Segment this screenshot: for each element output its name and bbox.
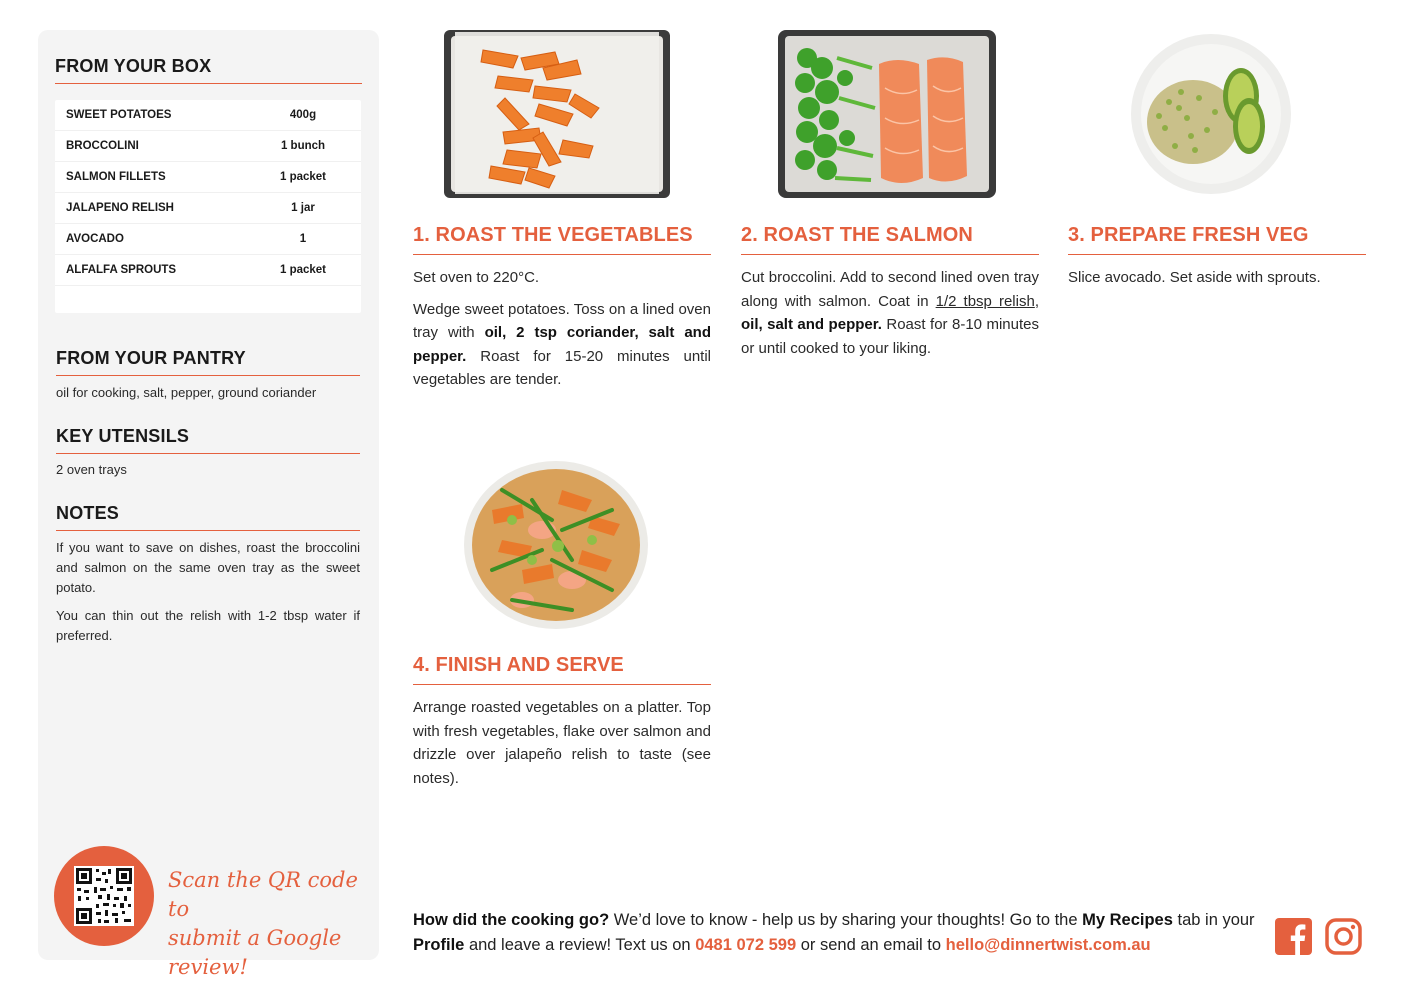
finish-serve-image [462, 460, 650, 630]
ingredient-qty: 1 packet [279, 264, 327, 276]
ingredient-name: SALMON FILLETS [66, 171, 166, 183]
key-utensils-heading: KEY UTENSILS [56, 426, 360, 454]
step-4-title: 4. FINISH AND SERVE [413, 654, 711, 685]
table-row [55, 224, 361, 255]
notes-heading: NOTES [56, 503, 360, 531]
qr-text-line-2: submit a Google review! [168, 926, 342, 979]
pantry-text: oil for cooking, salt, pepper, ground coriander [56, 385, 317, 400]
from-your-box-heading: FROM YOUR BOX [55, 56, 362, 84]
step-3-text [1068, 266, 1366, 298]
ingredient-qty: 1 packet [279, 171, 327, 183]
roast-salmon-image [777, 28, 997, 200]
table-row [55, 255, 361, 286]
notes-text-1: If you want to save on dishes, roast the broccolini and salmon on the same oven tray as the sweet potato. [56, 540, 360, 595]
qr-review-text [168, 866, 368, 982]
ingredient-qty: 1 [299, 233, 307, 245]
qr-text-line-1: Scan the QR code to [168, 868, 358, 921]
step-1-text [413, 266, 711, 400]
ingredient-qty: 1 jar [291, 202, 315, 214]
from-your-pantry-heading: FROM YOUR PANTRY [56, 348, 360, 376]
box-ingredients-table [55, 100, 361, 313]
step-3-title: 3. PREPARE FRESH VEG [1068, 224, 1366, 255]
qr-badge [54, 846, 154, 946]
phone-link[interactable]: 0481 072 599 [695, 936, 797, 954]
email-link[interactable]: hello@dinnertwist.com.au [945, 936, 1151, 954]
ingredient-name: JALAPENO RELISH [66, 202, 174, 214]
ingredient-qty: 1 bunch [280, 140, 326, 152]
instagram-icon[interactable] [1325, 918, 1362, 955]
ingredients-sidebar [38, 30, 379, 979]
roast-vegetables-image [443, 28, 671, 200]
table-row [55, 193, 361, 224]
step-2-para: Cut broccolini. Add to second lined oven tray along with salmon. Coat in 1/2 tbsp relish, oil, salt and pepper. Roast for 8-10 minutes or until cooked to your liking. [741, 269, 1039, 357]
fresh-veg-image [1129, 32, 1293, 196]
step-3-para: Slice avocado. Set aside with sprouts. [1068, 269, 1321, 286]
ingredient-name: BROCCOLINI [66, 140, 139, 152]
ingredient-name: SWEET POTATOES [66, 109, 172, 121]
step-2-text [741, 266, 1039, 368]
footer-question: How did the cooking go? [413, 911, 610, 929]
facebook-icon[interactable] [1275, 918, 1312, 955]
ingredient-name: AVOCADO [66, 233, 124, 245]
step-4-para: Arrange roasted vegetables on a platter. Top with fresh vegetables, flake over salmon and drizzle over jalapeño relish to taste (see notes). [413, 699, 711, 787]
table-row [55, 100, 361, 131]
step-4-text [413, 696, 711, 798]
step-1-title: 1. ROAST THE VEGETABLES [413, 224, 711, 255]
notes-text-2: You can thin out the relish with 1-2 tbsp water if preferred. [56, 608, 360, 643]
step-1-para-2: Wedge sweet potatoes. Toss on a lined oven tray with oil, 2 tsp coriander, salt and pepper. Roast for 15-20 minutes until vegetables are tender. [413, 300, 712, 388]
utensils-text: 2 oven trays [56, 462, 127, 477]
ingredient-name: ALFALFA SPROUTS [66, 264, 177, 276]
table-row [55, 162, 361, 193]
ingredient-qty: 400g [289, 109, 317, 121]
qr-code-icon [74, 866, 134, 926]
review-footer: How did the cooking go? We’d love to know - help us by sharing your thoughts! Go to the My Recipes tab in your Profile and leave a review! Text us on 0481 072 599 or send an email to hello@dinnertwist.com.au [413, 911, 1255, 954]
step-1-para-1: Set oven to 220°C. [413, 269, 540, 286]
table-row [55, 131, 361, 162]
step-2-title: 2. ROAST THE SALMON [741, 224, 1039, 255]
